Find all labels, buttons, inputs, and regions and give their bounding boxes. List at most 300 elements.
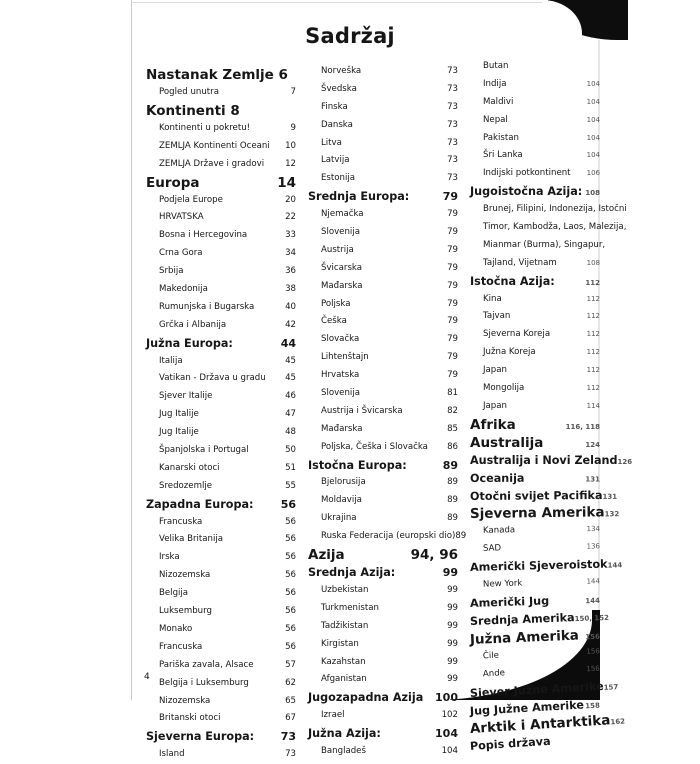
toc-entry-page: 112 [586, 384, 600, 393]
toc-entry-page: 82 [447, 405, 458, 416]
toc-entry-label: Istočna Azija: [470, 274, 555, 288]
toc-entry-page: 73 [447, 155, 458, 166]
toc-entry-label: Lihtenštajn [321, 352, 369, 363]
toc-entry [470, 398, 600, 416]
toc-entry-page: 131 [602, 492, 618, 501]
toc-entry [146, 156, 296, 174]
toc-entry-label: Bosna i Hercegovina [159, 230, 248, 241]
toc-entry-label: Maldivi [483, 96, 514, 107]
toc-entry [146, 746, 296, 764]
toc-entry-page: 56 [285, 570, 296, 581]
toc-entry-page: 34 [285, 248, 296, 259]
page-edge-top [131, 2, 571, 3]
toc-section [470, 452, 633, 470]
toc-entry-page: 42 [285, 319, 296, 330]
toc-entry-page: 99 [447, 602, 458, 613]
toc-entry-label: Hrvatska [321, 370, 360, 381]
toc-entry [146, 138, 296, 156]
page-background-right [599, 0, 700, 700]
toc-entry-label: Turkmenistan [321, 602, 379, 613]
toc-entry-page: 104 [441, 745, 458, 756]
toc-entry-label: Južna Europa: [146, 336, 233, 350]
toc-entry [308, 99, 458, 117]
toc-entry [308, 313, 458, 331]
toc-entry [146, 263, 296, 281]
toc-entry-label: Slovenija [321, 388, 360, 399]
toc-entry-page: 102 [441, 710, 458, 721]
toc-entry [308, 117, 458, 135]
toc-section [308, 689, 458, 707]
toc-entry-page: 22 [285, 212, 296, 223]
toc-entry-page: 45 [285, 355, 296, 366]
toc-entry [146, 227, 296, 245]
toc-entry-label: Poljska, Češka i Slovačka [321, 441, 428, 452]
toc-entry-label: Latvija [321, 155, 350, 166]
toc-entry-page: 62 [285, 677, 296, 688]
toc-entry [470, 255, 600, 273]
toc-chapter [146, 66, 296, 84]
toc-entry [308, 600, 458, 618]
toc-entry-label: Američki Sjeveroistok [469, 557, 608, 575]
toc-entry [146, 370, 296, 388]
toc-entry [146, 120, 296, 138]
toc-entry [146, 514, 296, 532]
toc-entry [146, 549, 296, 567]
toc-entry [308, 654, 458, 672]
toc-entry-page: 106 [586, 169, 600, 178]
toc-entry [308, 421, 458, 439]
toc-entry [146, 245, 296, 263]
toc-entry-label: Slovačka [321, 334, 360, 345]
toc-entry-page: 89 [447, 513, 458, 524]
toc-entry-page: 112 [586, 330, 600, 339]
toc-entry-label: Tadžikistan [321, 620, 369, 631]
toc-entry-label: Indijski potkontinent [483, 168, 571, 179]
toc-entry-label: Litva [321, 137, 342, 148]
toc-entry-label: Tajvan [483, 311, 511, 322]
toc-entry [470, 147, 600, 165]
toc-section [146, 728, 296, 746]
toc-entry-label: Južna Amerika [469, 627, 580, 648]
toc-entry-page: 100 [435, 691, 458, 705]
toc-entry-label: Britanski otoci [159, 713, 221, 724]
toc-entry [308, 206, 458, 224]
toc-entry-label: Istočna Europa: [308, 458, 407, 472]
toc-entry-label: Jug Južne Amerike [469, 697, 585, 718]
toc-entry [308, 135, 458, 153]
toc-entry-page: 65 [285, 695, 296, 706]
toc-entry [146, 281, 296, 299]
toc-entry [146, 675, 296, 693]
toc-entry-page: 158 [585, 701, 601, 710]
toc-entry-label: Timor, Kambodža, Laos, Malezija, [483, 222, 627, 233]
toc-entry-label: Butan [483, 61, 509, 71]
toc-entry [308, 278, 458, 296]
toc-entry [308, 152, 458, 170]
toc-entry-label: Španjolska i Portugal [159, 445, 249, 456]
toc-entry-label: Mađarska [321, 423, 363, 434]
toc-entry-label: Danska [321, 119, 353, 130]
toc-entry [308, 385, 458, 403]
toc-entry-label: Pariška zavala, Alsace [159, 659, 254, 670]
toc-entry-label: Srednja Europa: [308, 190, 410, 204]
toc-entry-page: 104 [586, 79, 600, 88]
toc-entry [470, 291, 600, 309]
toc-entry [470, 130, 600, 148]
toc-entry-page: 44 [280, 336, 296, 350]
toc-entry-page: 112 [585, 278, 600, 287]
toc-entry-label: Švedska [321, 83, 357, 94]
toc-entry-page: 73 [447, 66, 458, 76]
toc-entry-page: 104 [435, 727, 458, 741]
toc-section [470, 183, 600, 201]
toc-entry [146, 84, 296, 102]
toc-entry-page: 81 [447, 388, 458, 399]
toc-entry-label: Belgija [159, 588, 189, 599]
toc-entry-label: Kirgistan [321, 638, 359, 649]
toc-entry-label: Nastanak Zemlje 6 [146, 67, 288, 83]
toc-entry-page: 104 [586, 115, 600, 124]
toc-entry-label: Indija [483, 78, 507, 89]
toc-entry-label: Kanada [482, 525, 516, 537]
toc-entry [470, 308, 600, 326]
toc-entry [470, 380, 600, 398]
toc-entry-page: 99 [442, 566, 458, 580]
toc-entry-label: Sjeverna Koreja [483, 329, 551, 340]
toc-entry [146, 567, 296, 585]
toc-entry-page: 51 [285, 462, 296, 473]
page-title: Sadržaj [305, 24, 395, 48]
toc-entry-page: 36 [285, 266, 296, 277]
toc-entry-page: 99 [447, 656, 458, 667]
toc-entry-label: Norveška [321, 66, 362, 76]
toc-entry-label: Bangladeš [321, 745, 366, 756]
toc-entry-label: Irska [159, 552, 180, 563]
toc-entry-label: Šri Lanka [483, 150, 523, 161]
toc-entry [308, 636, 458, 654]
toc-section [308, 725, 458, 743]
toc-entry-label: Arktik i Antarktika [469, 712, 611, 738]
toc-entry-label: Velika Britanija [159, 534, 224, 545]
toc-entry [470, 58, 600, 76]
toc-entry-page: 104 [586, 151, 600, 160]
toc-entry-page: 79 [447, 316, 458, 327]
toc-entry-page: 47 [285, 409, 296, 420]
toc-entry-label: Jugozapadna Azija [308, 691, 424, 705]
toc-chapter [146, 102, 296, 120]
toc-entry-label: Izrael [321, 710, 345, 721]
toc-entry-page: 112 [586, 348, 600, 357]
toc-entry-page: 7 [290, 87, 296, 97]
toc-entry-page: 104 [586, 97, 600, 106]
toc-entry-page: 73 [447, 173, 458, 184]
toc-entry-label: Popis država [469, 735, 551, 754]
toc-entry-label: Rumunjska i Bugarska [159, 301, 255, 312]
toc-entry-label: Uzbekistan [321, 584, 369, 595]
toc-entry-page: 134 [586, 525, 601, 534]
toc-section [146, 335, 296, 353]
toc-entry-label: Čile [482, 650, 500, 662]
toc-entry-page: 56 [285, 534, 296, 545]
toc-entry [470, 219, 627, 237]
toc-column-3 [469, 58, 633, 756]
toc-entry-page: 99 [447, 638, 458, 649]
toc-entry-label: Japan [483, 400, 507, 411]
toc-entry-page: 56 [285, 588, 296, 599]
toc-entry-page: 14 [277, 174, 296, 191]
toc-entry-page: 56 [285, 606, 296, 617]
toc-entry-label: Japan [483, 365, 507, 376]
toc-column-2 [308, 63, 467, 761]
toc-entry [146, 353, 296, 371]
toc-entry-label: Zapadna Europa: [146, 497, 254, 511]
toc-section [308, 188, 458, 206]
toc-entry-label: Kina [483, 293, 502, 304]
toc-entry [146, 192, 296, 210]
toc-entry-page: 112 [586, 366, 600, 375]
toc-entry [308, 296, 458, 314]
toc-entry-page: 132 [604, 510, 620, 519]
toc-entry-label: Estonija [321, 173, 356, 184]
toc-entry-page: 156 [586, 664, 600, 673]
toc-entry-label: Sjever Južne Amerike [469, 679, 604, 700]
toc-entry-page: 162 [610, 717, 626, 727]
toc-entry-page: 9 [290, 122, 296, 133]
toc-entry-label: Azija [308, 547, 345, 564]
toc-entry-page: 116, 118 [565, 422, 600, 431]
toc-entry-page: 79 [447, 298, 458, 309]
toc-entry-page: 73 [280, 730, 296, 744]
toc-entry-label: Kontinenti 8 [146, 102, 240, 119]
toc-entry-page: 79 [442, 190, 458, 204]
toc-entry [308, 510, 458, 528]
toc-entry [146, 478, 296, 496]
toc-entry-label: Sjeverna Europa: [146, 730, 255, 744]
toc-entry [308, 582, 458, 600]
toc-entry-page: 114 [586, 401, 600, 410]
toc-section [308, 457, 458, 475]
toc-entry-page: 99 [447, 674, 458, 685]
toc-entry-label: Kanarski otoci [159, 462, 220, 473]
toc-entry-label: Poljska [321, 298, 351, 309]
toc-entry [308, 474, 458, 492]
toc-section [470, 469, 600, 487]
toc-entry-label: Brunej, Filipini, Indonezija, Istočni [483, 204, 627, 215]
toc-entry-page: 94, 96 [410, 547, 458, 564]
toc-section [308, 564, 458, 582]
toc-entry-page: 99 [447, 584, 458, 595]
toc-chapter [146, 174, 296, 192]
toc-entry-label: Australija [470, 434, 544, 451]
toc-entry [146, 710, 296, 728]
toc-entry-label: Američki Jug [469, 594, 550, 611]
toc-entry-label: New York [482, 578, 523, 590]
toc-entry-page: 89 [447, 477, 458, 488]
toc-entry-page: 86 [447, 441, 458, 452]
toc-entry-label: Kazahstan [321, 656, 366, 667]
toc-entry [308, 81, 458, 99]
toc-entry [308, 224, 458, 242]
toc-entry [308, 367, 458, 385]
toc-entry [308, 707, 458, 725]
toc-entry-label: Sredozemlje [159, 480, 213, 491]
toc-entry [146, 299, 296, 317]
toc-entry-page: 50 [285, 445, 296, 456]
toc-entry-label: Afrika [470, 416, 516, 433]
toc-entry-page: 79 [447, 209, 458, 220]
toc-entry-page: 12 [285, 158, 296, 169]
toc-entry [146, 388, 296, 406]
toc-entry [146, 442, 296, 460]
toc-entry-label: Australija i Novi Zeland [470, 453, 618, 467]
toc-entry [308, 671, 458, 689]
toc-entry-label: Bjelorusija [321, 477, 366, 488]
toc-entry-page: 73 [447, 101, 458, 112]
toc-entry [308, 349, 458, 367]
toc-entry-label: Francuska [159, 516, 203, 527]
toc-entry-label: Makedonija [159, 284, 208, 295]
toc-entry [146, 209, 296, 227]
toc-entry-label: Češka [321, 316, 347, 327]
toc-entry-label: Italija [159, 355, 183, 366]
toc-entry-page: 126 [617, 457, 633, 466]
toc-entry-page: 48 [285, 427, 296, 438]
toc-entry-page: 104 [586, 133, 600, 142]
toc-entry [470, 76, 600, 94]
toc-entry [146, 424, 296, 442]
toc-entry-label: Grčka i Albanija [159, 319, 227, 330]
toc-entry-page: 156 [585, 632, 601, 642]
toc-chapter [470, 434, 600, 452]
toc-entry-label: Njemačka [321, 209, 364, 220]
toc-entry-label: SAD [482, 543, 502, 555]
toc-entry-page: 79 [447, 244, 458, 255]
toc-chapter [470, 416, 600, 434]
toc-entry [146, 460, 296, 478]
toc-entry-page: 46 [285, 391, 296, 402]
toc-entry [146, 531, 296, 549]
toc-entry-label: Austrija [321, 244, 354, 255]
toc-entry-page: 56 [285, 641, 296, 652]
toc-entry [308, 403, 458, 421]
toc-entry-page: 79 [447, 262, 458, 273]
toc-entry [308, 242, 458, 260]
toc-entry-label: Tajland, Vijetnam [483, 257, 557, 268]
toc-entry-page: 45 [285, 373, 296, 384]
toc-entry-label: Ruska Federacija (europski dio) [321, 531, 456, 542]
toc-entry-page: 99 [447, 620, 458, 631]
toc-entry-label: Pogled unutra [159, 87, 219, 97]
toc-entry-label: Luksemburg [159, 606, 212, 617]
toc-entry-page: 112 [586, 312, 600, 321]
toc-entry-label: Vatikan - Država u gradu [159, 373, 266, 384]
toc-entry-label: Island [159, 749, 185, 760]
toc-entry-label: Jug Italije [159, 409, 199, 420]
toc-entry [308, 170, 458, 188]
toc-entry-page: 73 [447, 119, 458, 130]
toc-entry-page: 79 [447, 352, 458, 363]
toc-entry-page: 144 [586, 577, 601, 586]
toc-entry-label: Ukrajina [321, 513, 357, 524]
toc-entry-label: Monako [159, 623, 193, 634]
toc-entry-page: 89 [447, 495, 458, 506]
toc-entry-label: Sjever Italije [159, 391, 213, 402]
toc-entry-page: 56 [280, 497, 296, 511]
page-number: 4 [144, 672, 150, 682]
toc-entry-label: Sjeverna Amerika [469, 504, 605, 523]
toc-entry-label: Južna Koreja [483, 347, 536, 358]
toc-entry [470, 237, 606, 255]
toc-entry-label: Oceanija [469, 471, 525, 485]
toc-entry-page: 156 [586, 646, 601, 656]
toc-entry [308, 63, 458, 81]
toc-entry-page: 157 [603, 682, 619, 692]
toc-entry [146, 657, 296, 675]
toc-entry-label: Ande [482, 668, 506, 680]
toc-entry [470, 201, 627, 219]
toc-entry [470, 94, 600, 112]
toc-entry-page: 38 [285, 284, 296, 295]
toc-entry-page: 136 [586, 542, 601, 551]
toc-entry-label: Kontinenti u pokretu! [159, 122, 251, 133]
toc-entry [146, 406, 296, 424]
toc-entry-page: 79 [447, 370, 458, 381]
toc-entry-page: 57 [285, 659, 296, 670]
toc-entry [308, 331, 458, 349]
toc-entry [146, 603, 296, 621]
toc-entry [308, 743, 458, 761]
toc-entry-page: 124 [585, 440, 600, 449]
toc-entry [308, 260, 458, 278]
toc-entry-label: HRVATSKA [159, 212, 204, 223]
toc-entry-label: Nizozemska [159, 570, 211, 581]
toc-entry-page: 20 [285, 194, 296, 205]
toc-entry-page: 40 [285, 301, 296, 312]
toc-entry [146, 317, 296, 335]
toc-entry-page: 73 [447, 137, 458, 148]
toc-chapter [308, 546, 458, 564]
toc-entry-page: 55 [285, 480, 296, 491]
toc-entry [308, 492, 458, 510]
toc-entry-label: Francuska [159, 641, 203, 652]
toc-entry-page: 56 [285, 516, 296, 527]
toc-entry-label: Srednja Azija: [308, 566, 396, 580]
toc-entry [470, 362, 600, 380]
toc-entry [470, 326, 600, 344]
toc-entry-page: 144 [585, 596, 601, 606]
toc-entry-page: 85 [447, 423, 458, 434]
toc-entry-label: Finska [321, 101, 348, 112]
toc-entry-label: Pakistan [483, 132, 519, 143]
toc-section [146, 496, 296, 514]
toc-entry [308, 618, 458, 636]
toc-entry-page: 150, 152 [574, 613, 610, 624]
toc-entry-label: Afganistan [321, 674, 367, 685]
toc-entry-page: 108 [586, 258, 600, 267]
toc-entry-page: 108 [585, 189, 600, 198]
toc-entry [470, 344, 600, 362]
toc-entry-label: Jugoistočna Azija: [470, 185, 583, 199]
toc-entry-page: 73 [447, 83, 458, 94]
toc-entry-label: Slovenija [321, 227, 360, 238]
toc-column-1 [146, 66, 296, 764]
toc-entry-label: Austrija i Švicarska [321, 405, 403, 416]
toc-entry-label: Podjela Europe [159, 194, 223, 205]
toc-entry-page: 79 [447, 334, 458, 345]
toc-entry-label: Moldavija [321, 495, 362, 506]
toc-entry-label: Otočni svijet Pacifika [469, 488, 603, 503]
toc-entry-page: 89 [455, 531, 467, 542]
